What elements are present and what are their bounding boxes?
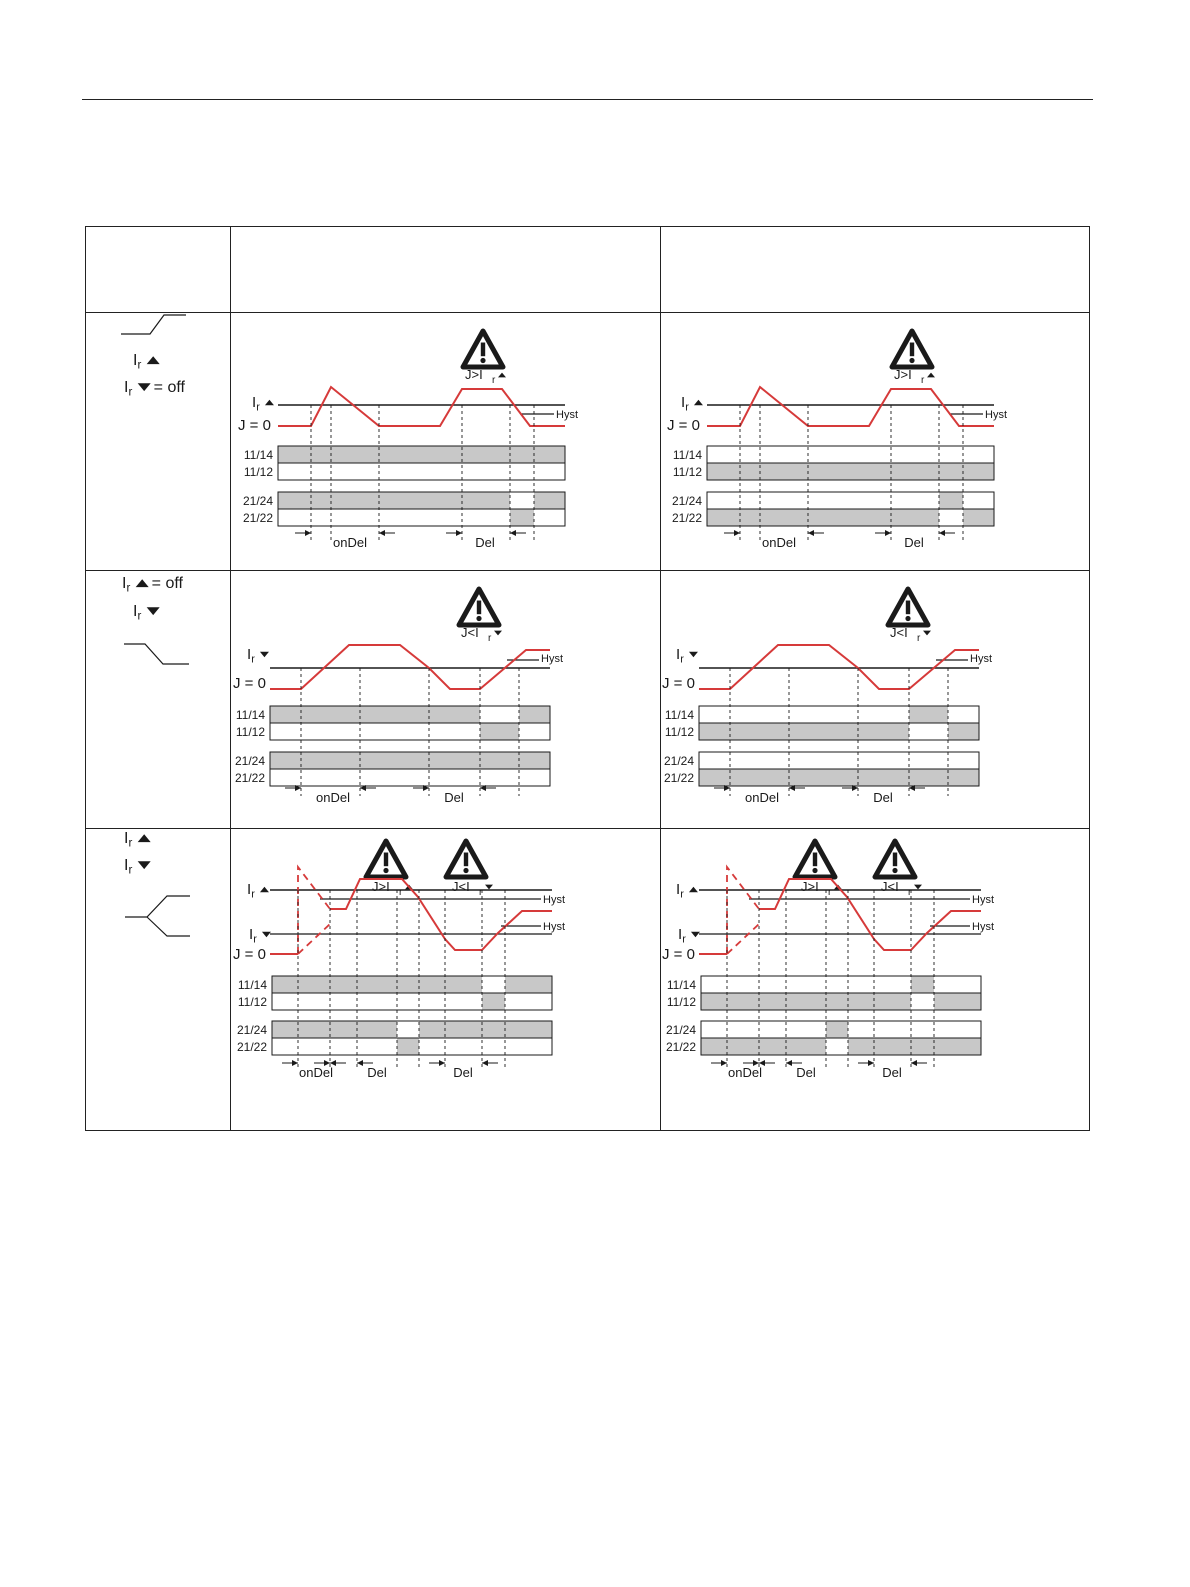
condition-text: J>I bbox=[894, 367, 912, 382]
condition-label bbox=[894, 367, 935, 386]
ir-letter: I bbox=[676, 646, 681, 663]
down-arrow-icon bbox=[262, 932, 271, 937]
warning-bar bbox=[481, 343, 485, 357]
contact-label: 21/24 bbox=[671, 494, 702, 508]
zero-label: J = 0 bbox=[238, 417, 271, 434]
del-label: Del bbox=[475, 535, 495, 550]
warning-icon bbox=[892, 331, 932, 367]
contact-bar bbox=[707, 446, 994, 463]
ir-letter: I bbox=[676, 881, 681, 898]
contact-state-fill bbox=[482, 993, 505, 1010]
down-arrow-icon bbox=[260, 652, 269, 657]
down-arrow-icon bbox=[691, 932, 700, 937]
ir-letter: I bbox=[124, 830, 129, 847]
condition-subscript: r bbox=[921, 375, 925, 386]
mode-lower bbox=[122, 575, 189, 664]
threshold-label bbox=[252, 394, 274, 413]
window-symbol-upper bbox=[125, 896, 190, 917]
ondel-label: onDel bbox=[728, 1065, 762, 1080]
condition-label-lower bbox=[452, 879, 493, 898]
up-arrow-icon bbox=[927, 373, 935, 378]
dimension-arrowhead bbox=[885, 530, 891, 536]
up-arrow-icon bbox=[498, 373, 506, 378]
zero-label: J = 0 bbox=[667, 417, 700, 434]
dimension-arrowhead bbox=[808, 530, 814, 536]
del-label: Del bbox=[453, 1065, 473, 1080]
contact-state-fill bbox=[272, 1021, 397, 1038]
signal-curve bbox=[270, 645, 550, 689]
contact-label: 11/12 bbox=[672, 465, 702, 479]
ondel-label: onDel bbox=[333, 535, 367, 550]
warning-dot bbox=[480, 358, 485, 363]
contact-label: 21/22 bbox=[234, 771, 265, 785]
contact-state-fill bbox=[510, 509, 534, 526]
contact-label: 21/22 bbox=[665, 1040, 696, 1054]
condition-text: J>I bbox=[801, 879, 819, 894]
contact-state-fill bbox=[278, 492, 510, 509]
warning-dot bbox=[463, 868, 468, 873]
warning-icon-lower bbox=[875, 841, 915, 877]
zero-label: J = 0 bbox=[233, 675, 266, 692]
ir-subscript: r bbox=[253, 933, 257, 946]
timing-diagram-row2-col1 bbox=[233, 589, 563, 805]
ir-subscript: r bbox=[680, 653, 684, 666]
timing-diagram-row3-col1 bbox=[233, 841, 565, 1080]
warning-dot bbox=[905, 616, 910, 621]
condition-label bbox=[461, 625, 502, 644]
upper-threshold-label bbox=[676, 881, 698, 900]
down-arrow-icon bbox=[138, 861, 151, 869]
warning-bar bbox=[893, 853, 897, 867]
dimension-arrowhead bbox=[357, 1060, 363, 1066]
warning-icon-upper bbox=[795, 841, 835, 877]
contact-state-fill bbox=[505, 976, 552, 993]
upper-hyst-label: Hyst bbox=[972, 894, 994, 906]
lower-threshold-label bbox=[678, 926, 700, 945]
warning-icon bbox=[888, 589, 928, 625]
condition-subscript: r bbox=[479, 887, 483, 898]
condition-text: J<I bbox=[461, 625, 479, 640]
condition-subscript: r bbox=[488, 633, 492, 644]
up-arrow-icon bbox=[694, 400, 703, 405]
ir-up-label bbox=[124, 830, 151, 850]
condition-text: J>I bbox=[465, 367, 483, 382]
ir-subscript: r bbox=[126, 582, 131, 595]
ondel-label: onDel bbox=[316, 790, 350, 805]
dimension-arrowhead bbox=[734, 530, 740, 536]
contact-state-fill bbox=[534, 492, 565, 509]
del-label: Del bbox=[882, 1065, 902, 1080]
ir-letter: I bbox=[122, 575, 127, 592]
contact-state-fill bbox=[826, 1021, 848, 1038]
warning-bar bbox=[910, 343, 914, 357]
contact-label: 21/24 bbox=[234, 754, 265, 768]
contact-state-fill bbox=[272, 976, 482, 993]
contact-bar bbox=[278, 463, 565, 480]
del-label: Del bbox=[444, 790, 464, 805]
hyst-label: Hyst bbox=[985, 409, 1007, 421]
contact-state-fill bbox=[934, 993, 981, 1010]
warning-dot bbox=[383, 868, 388, 873]
contact-state-fill bbox=[699, 723, 909, 740]
condition-label-upper bbox=[801, 879, 842, 898]
lower-hyst-label: Hyst bbox=[543, 921, 565, 933]
contact-label: 11/14 bbox=[672, 448, 702, 462]
lower-hyst-label: Hyst bbox=[972, 921, 994, 933]
threshold-label bbox=[681, 394, 703, 413]
contact-label: 11/12 bbox=[237, 995, 267, 1009]
zero-label: J = 0 bbox=[662, 675, 695, 692]
startup-rise-curve bbox=[727, 924, 759, 954]
warning-bar bbox=[906, 601, 910, 615]
contact-label: 21/24 bbox=[236, 1023, 267, 1037]
ir-letter: I bbox=[249, 926, 254, 943]
ir-subscript: r bbox=[256, 401, 260, 414]
warning-dot bbox=[909, 358, 914, 363]
contact-label: 11/14 bbox=[237, 978, 267, 992]
ir-letter: I bbox=[247, 646, 252, 663]
contact-state-fill bbox=[707, 463, 994, 480]
dimension-arrowhead bbox=[456, 530, 462, 536]
ir-down-off-label bbox=[124, 379, 186, 399]
condition-label-lower bbox=[881, 879, 922, 898]
contact-state-fill bbox=[701, 1038, 826, 1055]
mode-column bbox=[121, 315, 190, 936]
timing-diagram-row1-col2 bbox=[667, 331, 1007, 550]
down-arrow-icon bbox=[138, 383, 151, 391]
down-arrow-icon bbox=[914, 885, 922, 890]
condition-label bbox=[465, 367, 506, 386]
condition-text: J<I bbox=[452, 879, 470, 894]
condition-text: J<I bbox=[881, 879, 899, 894]
contact-label: 11/14 bbox=[235, 708, 265, 722]
up-arrow-icon bbox=[265, 400, 274, 405]
del-label: Del bbox=[873, 790, 893, 805]
contact-label: 11/14 bbox=[666, 978, 696, 992]
upper-threshold-label bbox=[247, 881, 269, 900]
contact-label: 11/12 bbox=[235, 725, 265, 739]
contact-label: 11/14 bbox=[243, 448, 273, 462]
contact-label: 21/24 bbox=[663, 754, 694, 768]
lower-threshold-label bbox=[249, 926, 271, 945]
window-symbol-lower bbox=[147, 917, 190, 936]
signal-curve bbox=[278, 387, 565, 426]
contact-label: 11/12 bbox=[243, 465, 273, 479]
mode-upper bbox=[121, 315, 186, 399]
warning-bar bbox=[813, 853, 817, 867]
ir-subscript: r bbox=[128, 386, 133, 399]
condition-subscript: r bbox=[908, 887, 912, 898]
ir-up-label bbox=[133, 352, 160, 372]
contact-bar bbox=[701, 976, 981, 993]
contact-state-fill bbox=[270, 752, 550, 769]
ir-letter: I bbox=[133, 352, 138, 369]
dimension-arrowhead bbox=[721, 1060, 727, 1066]
signal-curve bbox=[699, 645, 979, 689]
dimension-arrowhead bbox=[482, 1060, 488, 1066]
contact-label: 21/22 bbox=[242, 511, 273, 525]
ir-letter: I bbox=[681, 394, 686, 411]
contact-state-fill bbox=[701, 993, 911, 1010]
del-label: Del bbox=[904, 535, 924, 550]
contact-bar bbox=[270, 769, 550, 786]
timing-diagram-row1-col1 bbox=[238, 331, 578, 550]
down-arrow-icon bbox=[147, 607, 160, 615]
dimension-arrowhead bbox=[786, 1060, 792, 1066]
warning-bar bbox=[464, 853, 468, 867]
warning-bar bbox=[477, 601, 481, 615]
hyst-label: Hyst bbox=[541, 653, 563, 665]
warning-icon bbox=[459, 589, 499, 625]
contact-state-fill bbox=[519, 706, 550, 723]
dimension-arrowhead bbox=[939, 530, 945, 536]
contact-state-fill bbox=[939, 492, 963, 509]
ir-down-label bbox=[133, 603, 160, 623]
contact-label: 11/12 bbox=[666, 995, 696, 1009]
ir-up-off-label bbox=[122, 575, 184, 595]
contact-label: 11/14 bbox=[664, 708, 694, 722]
condition-text: J>I bbox=[372, 879, 390, 894]
ir-subscript: r bbox=[137, 359, 142, 372]
del-label: Del bbox=[796, 1065, 816, 1080]
dimension-arrowhead bbox=[305, 530, 311, 536]
condition-subscript: r bbox=[399, 887, 403, 898]
hyst-label: Hyst bbox=[556, 409, 578, 421]
contact-state-fill bbox=[848, 1038, 981, 1055]
ir-subscript: r bbox=[137, 610, 142, 623]
ir-subscript: r bbox=[251, 888, 255, 901]
hyst-label: Hyst bbox=[970, 653, 992, 665]
contact-state-fill bbox=[911, 976, 934, 993]
contact-label: 21/22 bbox=[236, 1040, 267, 1054]
contact-label: 21/22 bbox=[671, 511, 702, 525]
ir-subscript: r bbox=[682, 933, 686, 946]
contact-label: 11/12 bbox=[664, 725, 694, 739]
rising-edge-symbol bbox=[121, 315, 186, 334]
off-label: = off bbox=[151, 575, 183, 592]
up-arrow-icon bbox=[136, 579, 149, 587]
del-label: Del bbox=[367, 1065, 387, 1080]
condition-label-upper bbox=[372, 879, 413, 898]
ir-subscript: r bbox=[128, 837, 133, 850]
warning-dot bbox=[892, 868, 897, 873]
ir-subscript: r bbox=[680, 888, 684, 901]
warning-dot bbox=[812, 868, 817, 873]
startup-rise-curve bbox=[298, 924, 330, 954]
startup-overshoot-curve bbox=[298, 867, 346, 954]
contact-bar bbox=[699, 752, 979, 769]
condition-subscript: r bbox=[492, 375, 496, 386]
warning-icon-upper bbox=[366, 841, 406, 877]
ir-letter: I bbox=[247, 881, 252, 898]
down-arrow-icon bbox=[689, 652, 698, 657]
warning-icon-lower bbox=[446, 841, 486, 877]
falling-edge-symbol bbox=[124, 644, 189, 664]
dimension-arrowhead bbox=[379, 530, 385, 536]
warning-dot bbox=[476, 616, 481, 621]
ondel-label: onDel bbox=[299, 1065, 333, 1080]
dimension-arrowhead bbox=[510, 530, 516, 536]
startup-overshoot-curve bbox=[727, 867, 775, 954]
contact-label: 21/22 bbox=[663, 771, 694, 785]
ir-down-label bbox=[124, 857, 151, 877]
down-arrow-icon bbox=[485, 885, 493, 890]
contact-state-fill bbox=[419, 1021, 552, 1038]
ir-subscript: r bbox=[251, 653, 255, 666]
contact-state-fill bbox=[278, 446, 565, 463]
threshold-label bbox=[676, 646, 698, 665]
contact-label: 21/24 bbox=[665, 1023, 696, 1037]
contact-state-fill bbox=[699, 769, 979, 786]
dimension-arrowhead bbox=[439, 1060, 445, 1066]
timing-diagram-row2-col2 bbox=[662, 589, 992, 805]
condition-label bbox=[890, 625, 931, 644]
contact-state-fill bbox=[480, 723, 519, 740]
off-label: = off bbox=[153, 379, 185, 396]
zero-label: J = 0 bbox=[233, 946, 266, 963]
signal-curve bbox=[707, 387, 994, 426]
up-arrow-icon bbox=[138, 834, 151, 842]
ir-letter: I bbox=[678, 926, 683, 943]
threshold-label bbox=[247, 646, 269, 665]
contact-state-fill bbox=[948, 723, 979, 740]
contact-state-fill bbox=[270, 706, 480, 723]
contact-state-fill bbox=[963, 509, 994, 526]
contact-state-fill bbox=[909, 706, 948, 723]
contact-label: 21/24 bbox=[242, 494, 273, 508]
up-arrow-icon bbox=[689, 887, 698, 892]
up-arrow-icon bbox=[147, 356, 160, 364]
ir-letter: I bbox=[124, 379, 129, 396]
dimension-arrowhead bbox=[292, 1060, 298, 1066]
warning-bar bbox=[384, 853, 388, 867]
dimension-arrowhead bbox=[911, 1060, 917, 1066]
contact-state-fill bbox=[397, 1038, 419, 1055]
timing-diagram-row3-col2 bbox=[662, 841, 994, 1080]
dimension-arrowhead bbox=[868, 1060, 874, 1066]
contact-bar bbox=[272, 993, 552, 1010]
ir-letter: I bbox=[133, 603, 138, 620]
ir-letter: I bbox=[124, 857, 129, 874]
condition-subscript: r bbox=[917, 633, 921, 644]
zero-label: J = 0 bbox=[662, 946, 695, 963]
contact-state-fill bbox=[707, 509, 939, 526]
condition-text: J<I bbox=[890, 625, 908, 640]
upper-hyst-label: Hyst bbox=[543, 894, 565, 906]
down-arrow-icon bbox=[494, 631, 502, 636]
mode-both bbox=[124, 830, 190, 936]
ir-subscript: r bbox=[685, 401, 689, 414]
up-arrow-icon bbox=[260, 887, 269, 892]
ir-subscript: r bbox=[128, 864, 133, 877]
down-arrow-icon bbox=[923, 631, 931, 636]
warning-icon bbox=[463, 331, 503, 367]
ondel-label: onDel bbox=[762, 535, 796, 550]
ir-letter: I bbox=[252, 394, 257, 411]
condition-subscript: r bbox=[828, 887, 832, 898]
ondel-label: onDel bbox=[745, 790, 779, 805]
